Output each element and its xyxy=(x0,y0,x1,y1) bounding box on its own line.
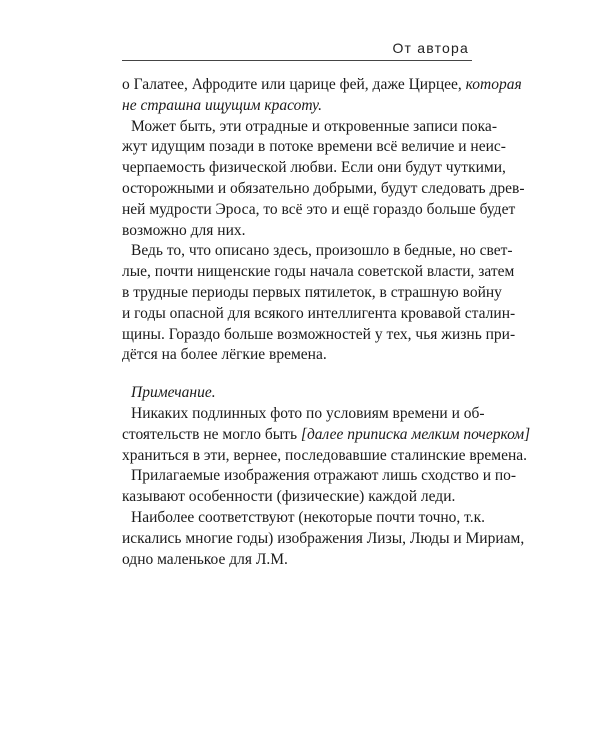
text-line xyxy=(122,137,506,158)
text-run: возможно для них. xyxy=(122,221,246,239)
text-run: Может быть, эти отрадные и откровенные записи пока- xyxy=(131,117,497,135)
text-line xyxy=(122,304,516,325)
text-line xyxy=(122,466,517,487)
text-run: храниться в эти, вернее, последовавшие сталинские времена. xyxy=(122,446,528,464)
text-run: щины. Гораздо больше возможностей у тех, чья жизнь при- xyxy=(122,325,516,343)
text-line xyxy=(122,200,516,221)
paragraph-gap xyxy=(122,366,472,383)
text-line xyxy=(122,117,497,138)
paragraph xyxy=(122,508,525,570)
paragraph xyxy=(122,75,522,117)
paragraph xyxy=(122,383,472,404)
text-line xyxy=(122,550,472,571)
text-line xyxy=(122,158,506,179)
text-line xyxy=(122,96,472,117)
text-line xyxy=(122,529,525,550)
text-line xyxy=(122,75,522,96)
text-run: ней мудрости Эроса, то всё это и ещё гораздо больше будет xyxy=(122,200,516,218)
text-line xyxy=(122,404,485,425)
text-run: казывают особенности (физические) каждой леди. xyxy=(122,488,456,506)
text-run: жут идущим позади в потоке времени всё величие и неис- xyxy=(122,138,506,156)
text-run: стоятельств не могло быть xyxy=(122,425,301,443)
text-line xyxy=(122,446,528,467)
paragraph xyxy=(122,241,516,366)
text-run: Наиболее соответствуют (некоторые почти точно, т.к. xyxy=(131,508,486,526)
text-line xyxy=(122,179,525,200)
header-rule xyxy=(122,60,472,61)
text-run: в трудные периоды первых пятилеток, в страшную войну xyxy=(122,283,502,301)
italic-text: [далее приписка мелким почерком] xyxy=(300,425,531,443)
text-run: Никаких подлинных фото по условиям времени и об- xyxy=(131,404,485,422)
body-text xyxy=(122,75,531,570)
paragraph xyxy=(122,404,531,466)
text-run: искались многие годы) изображения Лизы, Люды и Мириам, xyxy=(122,529,525,547)
text-run: Прилагаемые изображения отражают лишь сходство и по- xyxy=(131,467,517,485)
text-run: черпаемость физической любви. Если они будут чуткими, xyxy=(122,159,506,177)
text-run: осторожными и обязательно добрыми, будут следовать древ- xyxy=(122,179,525,197)
text-run: дётся на более лёгкие времена. xyxy=(122,346,327,364)
text-run: лые, почти нищенские годы начала советской власти, затем xyxy=(122,263,515,281)
italic-text: которая xyxy=(465,76,522,93)
text-line xyxy=(122,325,516,346)
text-line xyxy=(122,487,472,508)
text-run: и годы опасной для всякого интеллигента кровавой сталин- xyxy=(122,304,516,322)
text-line xyxy=(122,262,515,283)
text-run: Ведь то, что описано здесь, произошло в бедные, но свет- xyxy=(131,242,513,260)
text-line xyxy=(122,345,472,366)
text-line xyxy=(122,383,472,404)
text-line xyxy=(122,221,472,242)
text-line xyxy=(122,283,502,304)
running-head: От автора xyxy=(392,40,469,56)
text-line xyxy=(122,425,531,446)
italic-text: не страшна ищущим красоту. xyxy=(122,96,322,114)
paragraph xyxy=(122,466,517,508)
text-line xyxy=(122,508,486,529)
text-run: о Галатее, Афродите или царице фей, даже Цирцее, xyxy=(122,76,466,93)
text-run: одно маленькое для Л.М. xyxy=(122,550,288,568)
text-line xyxy=(122,241,513,262)
paragraph xyxy=(122,117,525,242)
italic-text: Примечание. xyxy=(131,384,216,402)
